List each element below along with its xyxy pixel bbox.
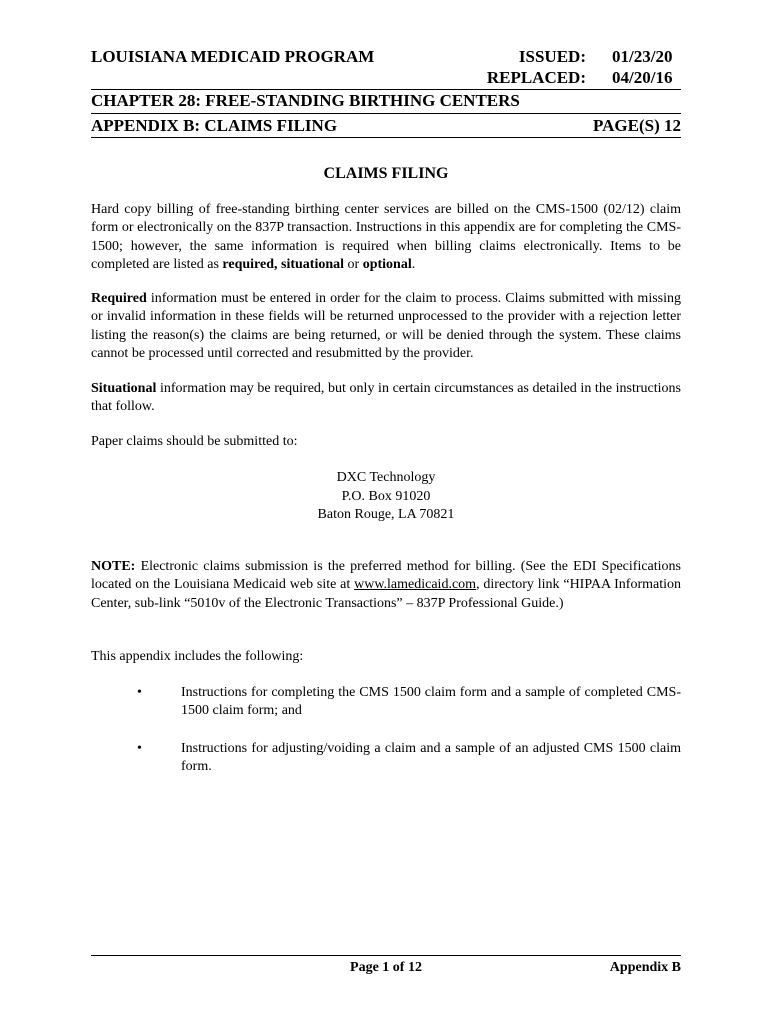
list-item-text: Instructions for completing the CMS 1500 claim form and a sample of completed CMS-1500 claim form; and (181, 685, 681, 719)
mailing-address (91, 469, 681, 525)
note-text-1: Electronic claims submission is the preferred method for billing. (See the EDI Specifications located on the Louisiana Medicaid web site at (91, 559, 681, 593)
issued-date: 01/23/20 (612, 47, 673, 66)
replaced-label: REPLACED: (486, 68, 586, 87)
required-text: information must be entered in order for the claim to process. Claims submitted with missing or invalid information in these fields will be returned unprocessed to the provider with a rejection letter listing the reason(s) the claims are being returned, or will be denied through the system. These claims cannot be processed until corrected and resubmitted by the provider. (91, 291, 681, 361)
intro-text: Hard copy billing of free-standing birthing center services are billed on the CMS-1500 (02/12) claim form or electronically on the 837P transaction. Instructions in this appendix are for completing the CMS-1500; however, the same information is required when billing claims electronically. Items to be completed are listed as (91, 202, 681, 272)
required-term: Required (91, 291, 147, 306)
address-line-2: P.O. Box 91020 (341, 488, 431, 504)
address-line-1: DXC Technology (336, 470, 436, 485)
bullet-icon: • (137, 741, 142, 756)
address-line-3: Baton Rouge, LA 70821 (317, 507, 455, 522)
intro-paragraph (91, 201, 681, 274)
program-title: LOUISIANA MEDICAID PROGRAM (91, 47, 375, 66)
situational-text: information may be required, but only in certain circumstances as detailed in the instructions that follow. (91, 381, 681, 415)
document-page (91, 0, 681, 1024)
intro-or: or (344, 256, 363, 272)
submit-instructions: Paper claims should be submitted to: (91, 434, 298, 449)
section-title: CLAIMS FILING (323, 165, 449, 182)
issued-label: ISSUED: (518, 47, 586, 66)
replaced-date: 04/20/16 (612, 68, 673, 87)
lamedicaid-link[interactable]: www.lamedicaid.com (354, 577, 477, 593)
appendix-title: APPENDIX B: CLAIMS FILING (91, 116, 338, 135)
footer-appendix: Appendix B (609, 960, 681, 975)
situational-term: Situational (91, 381, 157, 396)
bullet-icon: • (137, 685, 142, 700)
page-number: Page 1 of 12 (350, 960, 422, 975)
note-label: NOTE: (91, 559, 136, 574)
header-rule-bottom (91, 137, 681, 138)
intro-end: . (411, 256, 416, 272)
intro-bold-required-situational: required, situational (222, 256, 345, 272)
appendix-includes-text: This appendix includes the following: (91, 649, 304, 664)
note-text-2: , directory link “HIPAA Information Center, sub-link “5010v of the Electronic Transactions” – 837P Professional Guide.) (91, 577, 681, 611)
situational-paragraph (91, 380, 681, 417)
list-item-text: Instructions for adjusting/voiding a claim and a sample of an adjusted CMS 1500 claim form. (181, 741, 681, 775)
header-rule-middle (91, 113, 681, 114)
header-rule-top (91, 89, 681, 90)
intro-bold-optional: optional (362, 256, 412, 272)
chapter-title: CHAPTER 28: FREE-STANDING BIRTHING CENTERS (91, 91, 520, 110)
page-count: PAGE(S) 12 (593, 116, 681, 135)
note-paragraph (91, 558, 681, 613)
footer-rule (91, 955, 681, 956)
required-paragraph (91, 290, 681, 363)
